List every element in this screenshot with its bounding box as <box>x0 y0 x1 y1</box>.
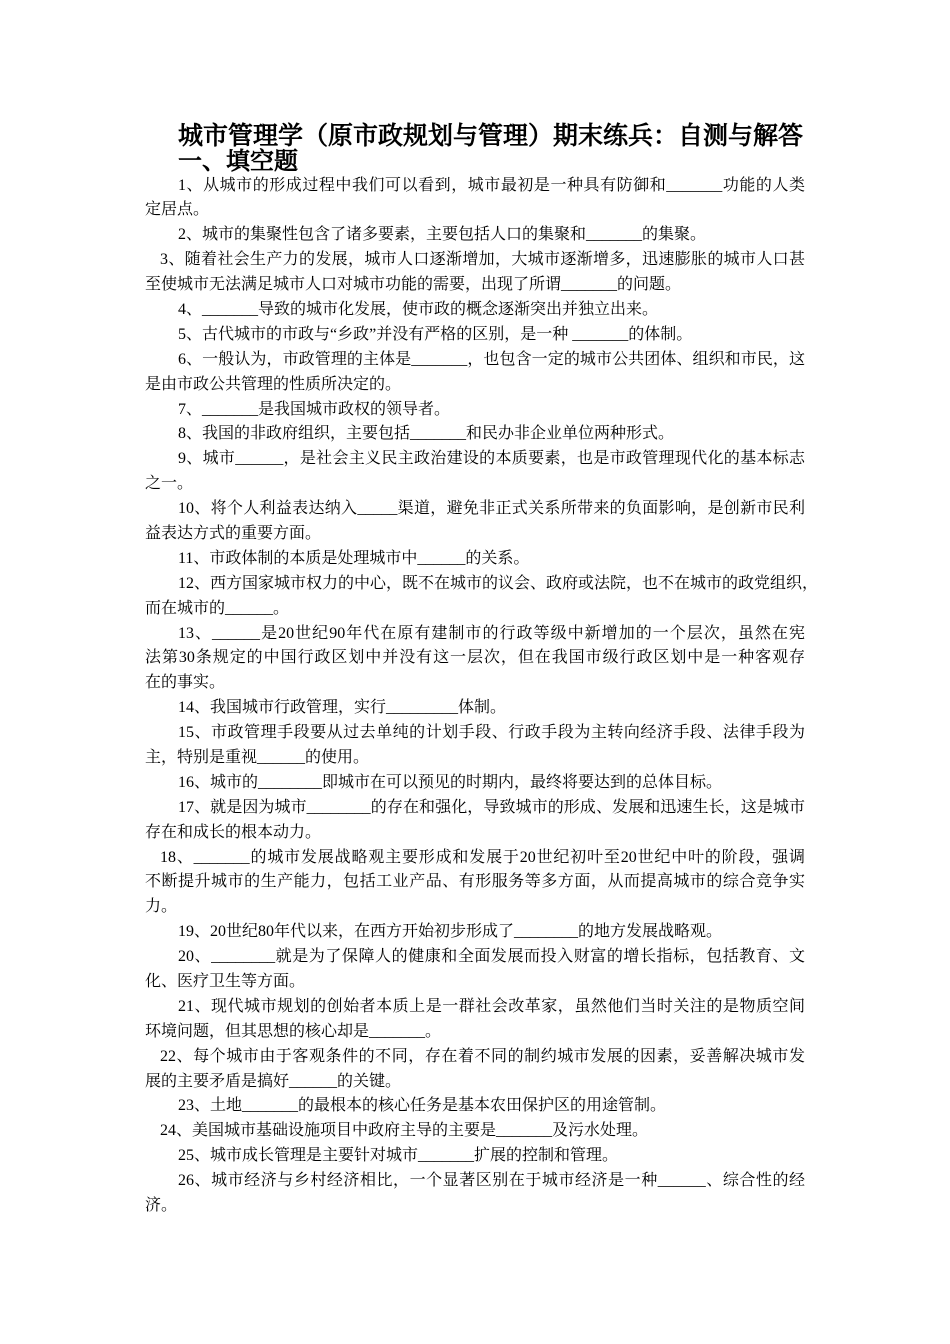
question-18 <box>145 846 805 921</box>
question-line: 12、西方国家城市权力的中心，既不在城市的议会、政府或法院，也不在城市的政党组织， <box>178 574 819 592</box>
question-line: 22、每个城市由于客观条件的不同，存在着不同的制约城市发展的因素，妥善解决城市发 <box>160 1047 805 1065</box>
question-19 <box>145 920 805 945</box>
question-line: 23、土地_______的最根本的核心任务是基本农田保护区的用途管制。 <box>178 1097 667 1115</box>
question-list <box>145 174 819 1219</box>
question-26 <box>145 1169 805 1219</box>
question-line: 化、医疗卫生等方面。 <box>145 973 306 990</box>
question-24 <box>145 1119 805 1144</box>
question-25 <box>145 1144 805 1169</box>
question-line: 至使城市无法满足城市人口对城市功能的需要，出现了所谓_______的问题。 <box>145 276 682 294</box>
question-line: 16、城市的________即城市在可以预见的时期内，最终将要达到的总体目标。 <box>178 773 723 791</box>
question-line: 14、我国城市行政管理，实行_________体制。 <box>178 699 507 717</box>
question-line: 19、20世纪80年代以来，在西方开始初步形成了________的地方发展战略观。 <box>178 923 723 941</box>
question-line: 21、现代城市规划的创始者本质上是一群社会改革家，虽然他们当时关注的是物质空间 <box>178 997 805 1015</box>
question-line: 1、从城市的形成过程中我们可以看到，城市最初是一种具有防御和_______功能的人类 <box>178 176 805 194</box>
question-5 <box>145 323 805 348</box>
question-12 <box>145 572 819 622</box>
question-3 <box>145 248 805 298</box>
question-line: 4、_______导致的城市化发展，使市政的概念逐渐突出并独立出来。 <box>178 300 659 318</box>
question-14 <box>145 696 805 721</box>
question-line: 5、古代城市的市政与“乡政”并没有严格的区别，是一种 _______的体制。 <box>178 325 693 343</box>
question-16 <box>145 771 805 796</box>
question-line: 26、城市经济与乡村经济相比，一个显著区别在于城市经济是一种______、综合性的经 <box>178 1172 805 1190</box>
question-line: 环境问题，但其思想的核心却是_______。 <box>145 1022 442 1040</box>
question-23 <box>145 1094 805 1119</box>
question-line: 在的事实。 <box>145 674 226 692</box>
question-9 <box>145 447 805 497</box>
question-line: 20、________就是为了保障人的健康和全面发展而投入财富的增长指标，包括教育、文 <box>178 948 805 966</box>
question-1 <box>145 174 805 224</box>
question-line: 18、_______的城市发展战略观主要形成和发展于20世纪初叶至20世纪中叶的阶段，强调 <box>160 848 805 866</box>
question-line: 15、市政管理手段要从过去单纯的计划手段、行政手段为主转向经济手段、法律手段为 <box>178 724 805 742</box>
question-line: 10、将个人利益表达纳入_____渠道，避免非正式关系所带来的负面影响，是创新市民利 <box>178 500 805 518</box>
section-heading: 一、填空题 <box>178 149 298 175</box>
question-13 <box>145 622 805 697</box>
question-line: 6、一般认为，市政管理的主体是_______，也包含一定的城市公共团体、组织和市民，这 <box>178 350 805 368</box>
question-line: 不断提升城市的生产能力，包括工业产品、有形服务等多方面，从而提高城市的综合竞争实 <box>145 873 805 891</box>
question-line: 而在城市的______。 <box>145 599 290 617</box>
question-4 <box>145 298 805 323</box>
question-7 <box>145 398 805 423</box>
question-21 <box>145 995 805 1045</box>
question-8 <box>145 422 805 447</box>
question-2 <box>145 223 805 248</box>
question-line: 3、随着社会生产力的发展，城市人口逐渐增加，大城市逐渐增多，迅速膨胀的城市人口甚 <box>160 251 805 269</box>
question-line: 济。 <box>145 1197 178 1215</box>
question-line: 展的主要矛盾是搞好______的关键。 <box>145 1072 402 1090</box>
question-line: 主，特别是重视______的使用。 <box>145 748 370 766</box>
question-line: 法第30条规定的中国行政区划中并没有这一层次，但在我国市级行政区划中是一种客观存 <box>145 649 805 667</box>
question-line: 之一。 <box>145 475 194 493</box>
question-line: 9、城市______，是社会主义民主政治建设的本质要素，也是市政管理现代化的基本标志 <box>178 450 805 468</box>
question-line: 17、就是因为城市________的存在和强化，导致城市的形成、发展和迅速生长，这是城市 <box>178 798 805 816</box>
question-line: 13、______是20世纪90年代在原有建制市的行政等级中新增加的一个层次，虽然在宪 <box>178 624 805 642</box>
question-line: 24、美国城市基础设施项目中政府主导的主要是_______及污水处理。 <box>160 1122 649 1140</box>
question-11 <box>145 547 805 572</box>
question-line: 25、城市成长管理是主要针对城市_______扩展的控制和管理。 <box>178 1147 619 1165</box>
question-line: 8、我国的非政府组织，主要包括_______和民办非企业单位两种形式。 <box>178 425 675 443</box>
question-line: 力。 <box>145 898 178 916</box>
question-line: 11、市政体制的本质是处理城市中______的关系。 <box>178 549 530 567</box>
question-line: 存在和成长的根本动力。 <box>145 823 322 841</box>
question-line: 定居点。 <box>145 201 210 219</box>
question-17 <box>145 796 805 846</box>
question-6 <box>145 348 805 398</box>
document-title: 城市管理学（原市政规划与管理）期末练兵：自测与解答 <box>178 123 804 150</box>
question-line: 7、_______是我国城市政权的领导者。 <box>178 400 451 418</box>
question-line: 是由市政公共管理的性质所决定的。 <box>145 375 402 393</box>
question-line: 2、城市的集聚性包含了诸多要素，主要包括人口的集聚和_______的集聚。 <box>178 226 707 244</box>
question-20 <box>145 945 805 995</box>
question-22 <box>145 1045 805 1095</box>
question-10 <box>145 497 805 547</box>
question-line: 益表达方式的重要方面。 <box>145 524 322 542</box>
question-15 <box>145 721 805 771</box>
